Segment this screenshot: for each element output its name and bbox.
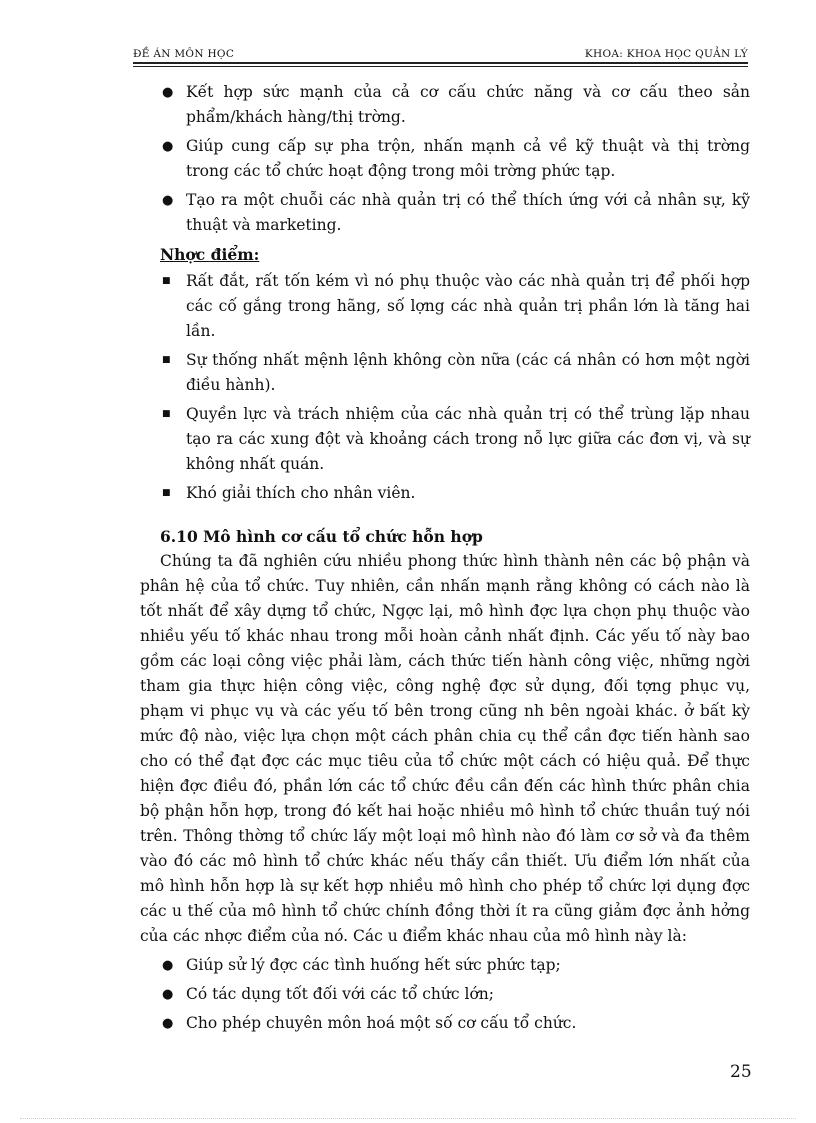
list-item: ● Có tác dụng tốt đối với các tổ chức lớn;: [160, 982, 750, 1007]
list-item: ● Cho phép chuyên môn hoá một số cơ cấu tổ chức.: [160, 1011, 750, 1036]
bullet-square-icon: ■: [162, 276, 171, 286]
section-paragraph: Chúng ta đã nghiên cứu nhiều phong thức hình thành nên các bộ phận và phân hệ của tổ chức. Tuy nhiên, cần nhấn mạnh rằng không có cách nào là tốt nhất để xây dựng tổ chức, Ngợc lại, mô hình đợc lựa chọn phụ thuộc vào nhiều yếu tố khác nhau trong mỗi hoàn cảnh nhất định. Các yếu tố này bao gồm các loại công việc phải làm, cách thức tiến hành công việc, những ngời tham gia thực hiện công việc, công nghệ đợc sử dụng, đối tợng phục vụ, phạm vi phục vụ và các yếu tố bên trong cũng nh bên ngoài khác. ở bất kỳ mức độ nào, việc lựa chọn một cách phân chia cụ thể cần đợc tiến hành sao cho có thể đạt đợc các mục tiêu của tổ chức một cách có hiệu quả. Để thực hiện đợc điều đó, phần lớn các tổ chức đều cần đến các hình thức phân chia bộ phận hỗn hợp, trong đó kết hai hoặc nhiều mô hình tổ chức thuần tuý nói trên. Thông thờng tổ chức lấy một loại mô hình nào đó làm cơ sở và đa thêm vào đó các mô hình tổ chức khác nếu thấy cần thiết. Ưu điểm lớn nhất của mô hình hỗn hợp là sự kết hợp nhiều mô hình cho phép tổ chức lợi dụng đợc các u thế của mô hình tổ chức chính đồng thời ít ra cũng giảm đợc ảnh hởng của các nhợc điểm của nó. Các u điểm khác nhau của mô hình này là:: [140, 552, 750, 945]
list-item: ● Kết hợp sức mạnh của cả cơ cấu chức năng và cơ cấu theo sản phẩm/khách hàng/thị trờng.: [160, 80, 750, 130]
list-item: ● Tạo ra một chuỗi các nhà quản trị có thể thích ứng với cả nhân sự, kỹ thuật và marketing.: [160, 188, 750, 238]
bullet-round-icon: ●: [162, 193, 174, 208]
page-number: 25: [730, 1062, 752, 1082]
list-item: ■ Khó giải thích cho nhân viên.: [160, 481, 750, 506]
list-item: ● Giúp sử lý đợc các tình huống hết sức phức tạp;: [160, 953, 750, 978]
header-course-title: ĐỀ ÁN MÔN HỌC: [133, 48, 235, 60]
bullet-square-icon: ■: [162, 409, 171, 419]
mixed-model-advantages-list: [160, 953, 750, 1036]
header-faculty: KHOA: KHOA HỌC QUẢN LÝ: [584, 48, 748, 60]
footer-divider: [20, 1118, 796, 1119]
bullet-round-icon: ●: [162, 1016, 174, 1031]
bullet-square-icon: ■: [162, 488, 171, 498]
list-item: ■ Sự thống nhất mệnh lệnh không còn nữa (các cá nhân có hơn một ngời điều hành).: [160, 348, 750, 398]
bullet-square-icon: ■: [162, 355, 171, 365]
advantages-list: [160, 80, 750, 238]
list-item: ■ Quyền lực và trách nhiệm của các nhà quản trị có thể trùng lặp nhau tạo ra các xung đột và khoảng cách trong nỗ lực giữa các đơn vị, và sự không nhất quán.: [160, 402, 750, 477]
bullet-round-icon: ●: [162, 987, 174, 1002]
header-divider: [133, 62, 748, 67]
list-item: ■ Rất đắt, rất tốn kém vì nó phụ thuộc vào các nhà quản trị để phối hợp các cố gắng trong hãng, số lợng các nhà quản trị phần lớn là tăng hai lần.: [160, 269, 750, 344]
page-header: [133, 44, 748, 64]
disadvantages-heading: Nhợc điểm:: [160, 245, 260, 264]
bullet-round-icon: ●: [162, 958, 174, 973]
disadvantages-list: [160, 269, 750, 506]
section-heading: 6.10 Mô hình cơ cấu tổ chức hỗn hợp: [160, 527, 483, 546]
page-body: [140, 80, 750, 1040]
bullet-round-icon: ●: [162, 85, 174, 100]
bullet-round-icon: ●: [162, 139, 174, 154]
list-item: ● Giúp cung cấp sự pha trộn, nhấn mạnh cả về kỹ thuật và thị trờng trong các tổ chức hoạt động trong môi trờng phức tạp.: [160, 134, 750, 184]
